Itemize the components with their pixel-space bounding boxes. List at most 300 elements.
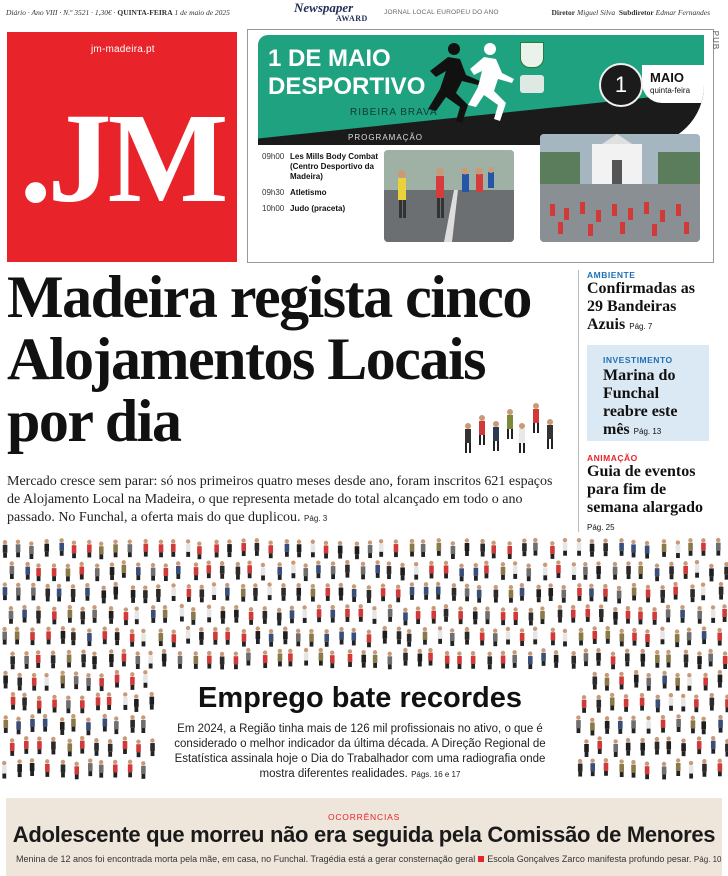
crowd-person	[319, 648, 324, 666]
crowd-person	[646, 673, 651, 691]
crowd-person	[444, 604, 449, 622]
crowd-person	[450, 628, 455, 646]
crowd-person	[520, 583, 525, 601]
crowd-person	[277, 562, 282, 580]
crowd-person	[51, 651, 56, 669]
crowd-person	[506, 627, 511, 645]
crowd-person	[194, 651, 199, 669]
crowd-person	[59, 538, 64, 556]
crowd-person	[681, 694, 686, 712]
crowd-person	[304, 648, 309, 666]
crowd-person	[2, 627, 7, 645]
crowd-person	[626, 738, 631, 756]
crowd-person	[697, 606, 702, 624]
crowd-person	[234, 605, 239, 623]
main-headline[interactable]: Madeira regista cinco Alojamentos Locais por dia	[7, 264, 531, 454]
crowd-person	[501, 562, 506, 580]
crowd-person	[701, 583, 706, 601]
crowd-person	[221, 606, 226, 624]
crowd-person	[267, 582, 272, 600]
crowd-person	[66, 696, 71, 714]
jm-logo[interactable]	[7, 32, 237, 262]
crowd-person	[109, 606, 114, 624]
crowd-person	[485, 606, 490, 624]
crowd-person	[367, 585, 372, 603]
crowd-person	[148, 651, 153, 669]
crowd-person	[708, 649, 713, 667]
crowd-person	[373, 650, 378, 668]
crowd-person	[79, 562, 84, 580]
crowd-person	[558, 605, 563, 623]
crowd-person	[634, 670, 639, 688]
crowd-person	[491, 541, 496, 559]
crowd-person	[571, 605, 576, 623]
crowd-person	[255, 538, 260, 556]
crowd-person	[596, 561, 601, 579]
crowd-person	[227, 539, 232, 557]
crowd-person	[603, 584, 608, 602]
crowd-person	[25, 562, 30, 580]
crowd-person	[590, 758, 595, 776]
site-url[interactable]: jm-madeira.pt	[91, 44, 155, 55]
crowd-person	[694, 694, 699, 712]
crowd-person	[638, 561, 643, 579]
crowd-person	[522, 538, 527, 556]
crowd-person	[507, 541, 512, 559]
crowd-person	[655, 737, 660, 755]
crowd-person	[186, 539, 191, 557]
employment-body: Em 2024, a Região tinha mais de 126 mil profissionais no ativo, o que é considerado o melhor indicador da última década. A Direção Regional de Estatística assinala hoje o Dia do Trabalhador com uma radiografia onde mostra diferentes realidades. Págs. 16 e 17	[174, 723, 546, 780]
promo-schedule	[262, 152, 387, 220]
crowd-person	[410, 539, 415, 557]
crowd-person	[212, 582, 217, 600]
crowd-person	[22, 605, 27, 623]
crowd-person	[164, 563, 169, 581]
crowd-person	[394, 539, 399, 557]
crowd-person	[283, 627, 288, 645]
crowd-person	[61, 626, 66, 644]
crowd-person	[288, 649, 293, 667]
crowd-person	[513, 607, 518, 625]
crowd-person	[297, 540, 302, 558]
crowd-person	[24, 736, 29, 754]
crowd-person	[36, 563, 41, 581]
crowd-person	[277, 608, 282, 626]
employment-headline[interactable]: Emprego bate recordes	[198, 682, 522, 714]
crowd-person	[611, 652, 616, 670]
main-lede: Mercado cresce sem parar: só nos primeiros quatro meses desde ano, foram inscritos 621 espaços de Alojamento Local na Madeira, o que representa metade do total alcançado em todo o ano passado. No Funchal, a oferta mais do que duplicou. Pág. 3	[7, 474, 553, 525]
crowd-person	[631, 716, 636, 734]
crowd-person	[263, 606, 268, 624]
crowd-person	[60, 717, 65, 735]
crowd-person	[110, 562, 115, 580]
crowd-person	[30, 758, 35, 776]
crowd-person	[583, 562, 588, 580]
crowd-person	[458, 606, 463, 624]
crowd-person	[268, 541, 273, 559]
crowd-person	[646, 716, 651, 734]
crowd-person	[122, 560, 127, 578]
crowd-person	[214, 540, 219, 558]
crowd-person	[585, 604, 590, 622]
crowd-person	[162, 649, 167, 667]
crowd-person	[403, 648, 408, 666]
crowd-person	[512, 650, 517, 668]
crowd-person	[676, 758, 681, 776]
crowd-person	[351, 628, 356, 646]
crowd-person	[550, 541, 555, 559]
sidebar-item-investimento[interactable]: INVESTIMENTO Marina do Funchal reabre este mês Pág. 13	[587, 345, 709, 441]
crowd-person	[451, 541, 456, 559]
crowd-person	[662, 762, 667, 780]
crowd-person	[590, 718, 595, 736]
crowd-person	[345, 560, 350, 578]
crowd-person	[626, 606, 631, 624]
crowd-person	[45, 584, 50, 602]
crowd-person	[311, 584, 316, 602]
bottom-subheadline: Menina de 12 anos foi encontrada morta pela mãe, em casa, no Funchal. Tragédia está a gerar consternação geral Escola Gonçalves Zarco manifesta profundo pesar. Pág. 10	[16, 854, 722, 864]
crowd-person	[660, 627, 665, 645]
crowd-person	[61, 760, 66, 778]
crowd-person	[143, 585, 148, 603]
crowd-person	[702, 626, 707, 644]
crowd-person	[220, 652, 225, 670]
bottom-headline[interactable]: Adolescente que morreu não era seguida pela Comissão de Menores	[12, 822, 716, 847]
runners-photo	[384, 150, 514, 242]
crowd-person	[113, 760, 118, 778]
crowd-person	[655, 650, 660, 668]
crowd-person	[556, 560, 561, 578]
crowd-person	[718, 670, 723, 688]
crowd-person	[95, 563, 100, 581]
crowd-person	[584, 739, 589, 757]
crowd-person	[46, 627, 51, 645]
promo-programme-label: PROGRAMAÇÃO	[348, 133, 424, 142]
crowd-person	[702, 759, 707, 777]
crowd-person	[656, 695, 661, 713]
crowd-person	[526, 563, 531, 581]
crowd-person	[626, 561, 631, 579]
crowd-person	[317, 604, 322, 622]
crowd-person	[543, 563, 548, 581]
crowd-person	[701, 717, 706, 735]
crowd-person	[605, 626, 610, 644]
crowd-person	[81, 650, 86, 668]
crowd-person	[72, 540, 77, 558]
crowd-person	[247, 561, 252, 579]
crowd-person	[388, 604, 393, 622]
crowd-person	[494, 585, 499, 603]
crowd-person	[194, 562, 199, 580]
crowd-person	[37, 696, 42, 714]
crowd-person	[281, 583, 286, 601]
crowd-person	[501, 607, 506, 625]
crowd-person	[141, 761, 146, 779]
crowd-person	[465, 627, 470, 645]
crowd-person	[339, 583, 344, 601]
crowd-person	[381, 583, 386, 601]
crowd-person	[10, 652, 15, 670]
crowd-person	[99, 760, 104, 778]
crowd-person	[113, 582, 118, 600]
crowd-person	[533, 627, 538, 645]
crowd-person	[220, 561, 225, 579]
crowd-person	[108, 739, 113, 757]
crowd-person	[680, 605, 685, 623]
pub-label: PUB	[710, 30, 720, 51]
crowd-person	[641, 649, 646, 667]
crowd-person	[136, 739, 141, 757]
crowd-person	[296, 583, 301, 601]
crowd-person	[605, 716, 610, 734]
crowd-person	[410, 582, 415, 600]
crowd-person	[115, 627, 120, 645]
crowd-person	[388, 652, 393, 670]
crowd-person	[330, 605, 335, 623]
crowd-person	[669, 693, 674, 711]
crowd-person	[541, 648, 546, 666]
promo-title: 1 DE MAIO DESPORTIVO	[268, 45, 426, 100]
crowd-person	[52, 563, 57, 581]
crowd-person	[128, 760, 133, 778]
crowd-person	[249, 607, 254, 625]
crowd-person	[688, 538, 693, 556]
crowd-person	[631, 540, 636, 558]
crowd-person	[438, 626, 443, 644]
crowd-person	[36, 650, 41, 668]
page-ref: Pág. 3	[304, 514, 328, 523]
bottom-story[interactable]	[6, 798, 722, 876]
crowd-person	[135, 606, 140, 624]
page-ref: Págs. 16 e 17	[411, 770, 461, 779]
crowd-person	[17, 759, 22, 777]
crowd-person	[723, 651, 728, 669]
crowd-person	[577, 538, 582, 556]
crowd-person	[9, 606, 14, 624]
crowd-person	[316, 560, 321, 578]
crowd-person	[632, 628, 637, 646]
crowd-person	[632, 583, 637, 601]
crowd-person	[599, 604, 604, 622]
crowd-person	[348, 649, 353, 667]
logo-mark: .JM	[19, 87, 225, 229]
crowd-person	[487, 652, 492, 670]
crowd-person	[171, 583, 176, 601]
crowd-person	[296, 629, 301, 647]
crowd-person	[718, 759, 723, 777]
crowd-person	[241, 584, 246, 602]
crowd-person	[613, 607, 618, 625]
crowd-person	[3, 582, 8, 600]
crowd-person	[186, 626, 191, 644]
crowd-person	[554, 650, 559, 668]
crowd-person	[666, 605, 671, 623]
crowd-person	[3, 671, 8, 689]
crowd-person	[563, 538, 568, 556]
crowd-person	[85, 583, 90, 601]
schedule-row: 09h00 Les Mills Body Combat (Centro Desportivo da Madeira)	[262, 152, 379, 181]
crowd-person	[130, 715, 135, 733]
crowd-person	[480, 628, 485, 646]
crowd-person	[17, 673, 22, 691]
crowd-person	[32, 673, 37, 691]
crowd-person	[302, 605, 307, 623]
crowd-person	[436, 582, 441, 600]
crowd-person	[207, 651, 212, 669]
crowd-person	[151, 605, 156, 623]
crowd-person	[676, 540, 681, 558]
crowd-person	[130, 629, 135, 647]
crowd-person	[102, 626, 107, 644]
crowd-person	[675, 629, 680, 647]
crowd-person	[589, 584, 594, 602]
crowd-person	[74, 762, 79, 780]
crowd-person	[724, 562, 728, 580]
crowd-person	[431, 606, 436, 624]
schedule-row: 09h30 Atletismo	[262, 188, 327, 197]
crowd-person	[673, 582, 678, 600]
crowd-person	[263, 650, 268, 668]
crowd-person	[465, 584, 470, 602]
crowd-person	[339, 627, 344, 645]
crowd-person	[691, 716, 696, 734]
crowd-person	[256, 626, 261, 644]
crowd-person	[80, 607, 85, 625]
crowd-person	[99, 542, 104, 560]
column-divider	[578, 270, 579, 532]
crowd-person	[253, 583, 258, 601]
crowd-person	[540, 606, 545, 624]
crowd-person	[52, 695, 57, 713]
crowd-person	[44, 673, 49, 691]
crowd-person	[590, 539, 595, 557]
crowd-person	[645, 541, 650, 559]
crowd-person	[717, 628, 722, 646]
crowd-person	[234, 652, 239, 670]
crowd-person	[661, 715, 666, 733]
crowd-person	[655, 563, 660, 581]
crowd-person	[51, 737, 56, 755]
small-crowd-illustration	[460, 398, 562, 458]
crowd-person	[424, 582, 429, 600]
crowd-person	[207, 605, 212, 623]
crowd-person	[113, 540, 118, 558]
crowd-person	[88, 758, 93, 776]
crowd-person	[43, 714, 48, 732]
crowd-person	[666, 737, 671, 755]
crowd-person	[697, 651, 702, 669]
crowd-person	[578, 759, 583, 777]
crowd-person	[159, 540, 164, 558]
crowd-person	[620, 629, 625, 647]
sidebar-item-ambiente[interactable]: AMBIENTE Confirmadas as 29 Bandeiras Azuis Pág. 7	[587, 270, 696, 333]
crowd-person	[114, 716, 119, 734]
sidebar-item-animacao[interactable]: ANIMAÇÃO Guia de eventos para fim de semana alargado Pág. 25	[587, 453, 703, 532]
crowd-person	[171, 539, 176, 557]
crowd-person	[87, 540, 92, 558]
crowd-person	[261, 563, 266, 581]
municipality-logo-icon	[520, 75, 544, 93]
crowd-person	[141, 715, 146, 733]
crowd-person	[67, 739, 72, 757]
crowd-person	[92, 651, 97, 669]
crowd-person	[681, 738, 686, 756]
crowd-person	[80, 696, 85, 714]
crowd-person	[613, 739, 618, 757]
runners-icon	[426, 41, 516, 127]
crowd-person	[68, 605, 73, 623]
crowd-person	[278, 649, 283, 667]
crowd-person	[124, 607, 129, 625]
crowd-person	[576, 715, 581, 733]
crowd-person	[387, 561, 392, 579]
crowd-person	[136, 651, 141, 669]
crowd-person	[572, 562, 577, 580]
crowd-person	[24, 651, 29, 669]
masthead-strip	[6, 0, 722, 23]
crowd-person	[722, 604, 727, 622]
crowd-person	[213, 627, 218, 645]
crowd-person	[303, 563, 308, 581]
crowd-person	[711, 736, 716, 754]
crowd-person	[613, 562, 618, 580]
crowd-person	[533, 538, 538, 556]
crowd-person	[477, 585, 482, 603]
crowd-person	[603, 538, 608, 556]
crowd-person	[471, 651, 476, 669]
crowd-person	[421, 539, 426, 557]
crowd-person	[536, 585, 541, 603]
crowd-person	[579, 628, 584, 646]
crowd-person	[67, 650, 72, 668]
crowd-person	[361, 562, 366, 580]
crowd-person	[416, 606, 421, 624]
crowd-person	[520, 628, 525, 646]
promo-advert[interactable]	[247, 29, 720, 263]
crowd-person	[136, 562, 141, 580]
crowd-person	[141, 629, 146, 647]
red-square-bullet-icon	[478, 856, 484, 862]
crowd-person	[285, 539, 290, 557]
crowd-person	[242, 629, 247, 647]
crowd-person	[577, 583, 582, 601]
crowd-person	[236, 562, 241, 580]
crowd-person	[484, 561, 489, 579]
crowd-person	[444, 561, 449, 579]
crowd-person	[311, 540, 316, 558]
crowd-person	[625, 649, 630, 667]
crowd-person	[584, 648, 589, 666]
crowd-person	[660, 585, 665, 603]
crowd-person	[669, 562, 674, 580]
crowd-person	[109, 649, 114, 667]
crowd-person	[87, 628, 92, 646]
crowd-person	[703, 673, 708, 691]
crowd-person	[199, 627, 204, 645]
crowd-person	[361, 650, 366, 668]
crowd-person	[143, 539, 148, 557]
crowd-person	[3, 715, 8, 733]
crowd-person	[711, 605, 716, 623]
crowd-person	[52, 607, 57, 625]
crowd-person	[548, 583, 553, 601]
crowd-person	[15, 627, 20, 645]
crowd-person	[367, 630, 372, 648]
promo-banner	[258, 35, 704, 145]
crowd-person	[324, 629, 329, 647]
crowd-person	[619, 759, 624, 777]
crowd-person	[429, 561, 434, 579]
